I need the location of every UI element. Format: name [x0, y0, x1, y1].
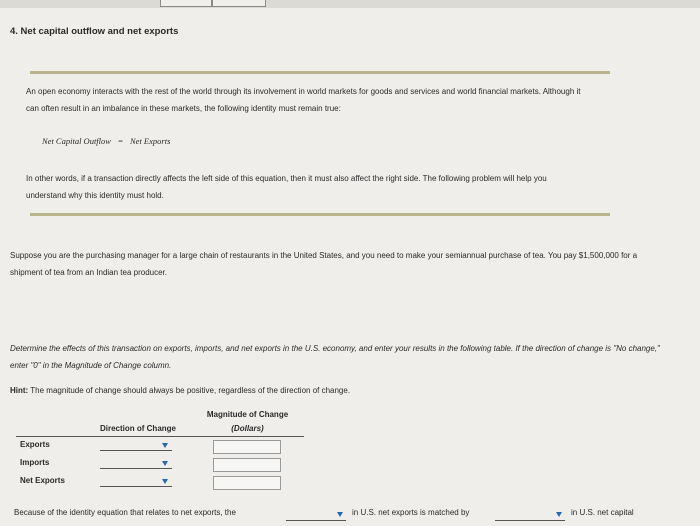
hint-paragraph: [10, 382, 610, 399]
net-exports-direction-dropdown[interactable]: [100, 476, 172, 487]
exports-direction-dropdown[interactable]: [100, 440, 172, 451]
table-header-rule: [16, 436, 304, 437]
magnitude-header-unit: (Dollars): [231, 424, 264, 433]
instructions-paragraph: Determine the effects of this transaction on exports, imports, and net exports in the U.S. economy, and enter your results in the following table. If the direction of change is "No change," enter "0" in the Magnitude of Change column.: [10, 344, 660, 370]
net-exports-magnitude-input[interactable]: [213, 476, 281, 490]
magnitude-header-label: Magnitude of Change: [206, 410, 289, 419]
chevron-down-icon: [162, 461, 168, 466]
row-label-exports: Exports: [20, 440, 50, 449]
chevron-down-icon: [337, 512, 343, 517]
bottom-sentence-part3: in U.S. net capital: [571, 508, 634, 517]
row-label-net-exports: Net Exports: [20, 476, 65, 485]
imports-direction-dropdown[interactable]: [100, 458, 172, 469]
chevron-down-icon: [162, 443, 168, 448]
matched-by-dropdown[interactable]: [495, 511, 565, 521]
hint-text: The magnitude of change should always be positive, regardless of the direction of change.: [30, 386, 351, 395]
identity-equation: [42, 136, 170, 146]
exports-magnitude-input[interactable]: [213, 440, 281, 454]
change-in-net-exports-dropdown[interactable]: [286, 511, 346, 521]
bottom-sentence-part2: in U.S. net exports is matched by: [352, 508, 470, 517]
row-label-imports: Imports: [20, 458, 50, 467]
identity-equals: =: [118, 136, 123, 146]
identity-left: Net Capital Outflow: [42, 136, 111, 146]
identity-right: Net Exports: [130, 136, 171, 146]
section-divider: [30, 213, 610, 216]
scenario-paragraph: Suppose you are the purchasing manager for a large chain of restaurants in the United States, and you need to make your semiannual purchase of tea. You pay $1,500,000 for a shipment of tea from an Indian tea producer.: [10, 251, 638, 277]
browser-top-strip: [0, 0, 700, 8]
chevron-down-icon: [556, 512, 562, 517]
hint-label: Hint:: [10, 386, 29, 395]
other-words-paragraph: In other words, if a transaction directly affects the left side of this equation, then it must also affect the right side. The following problem will help you understand why this identity must hold.: [26, 174, 547, 200]
bottom-sentence-part1: Because of the identity equation that relates to net exports, the: [14, 508, 236, 517]
magnitude-header: [190, 408, 305, 436]
top-tab: [160, 0, 212, 7]
section-divider: [30, 71, 610, 74]
chevron-down-icon: [162, 479, 168, 484]
top-tab: [212, 0, 266, 7]
question-title: 4. Net capital outflow and net exports: [10, 26, 179, 37]
imports-magnitude-input[interactable]: [213, 458, 281, 472]
intro-paragraph: An open economy interacts with the rest of the world through its involvement in world markets for goods and services and world financial markets. Although it can often result in an imbalance in these markets, the following identity must remain true:: [26, 87, 581, 113]
direction-header: Direction of Change: [99, 424, 176, 433]
